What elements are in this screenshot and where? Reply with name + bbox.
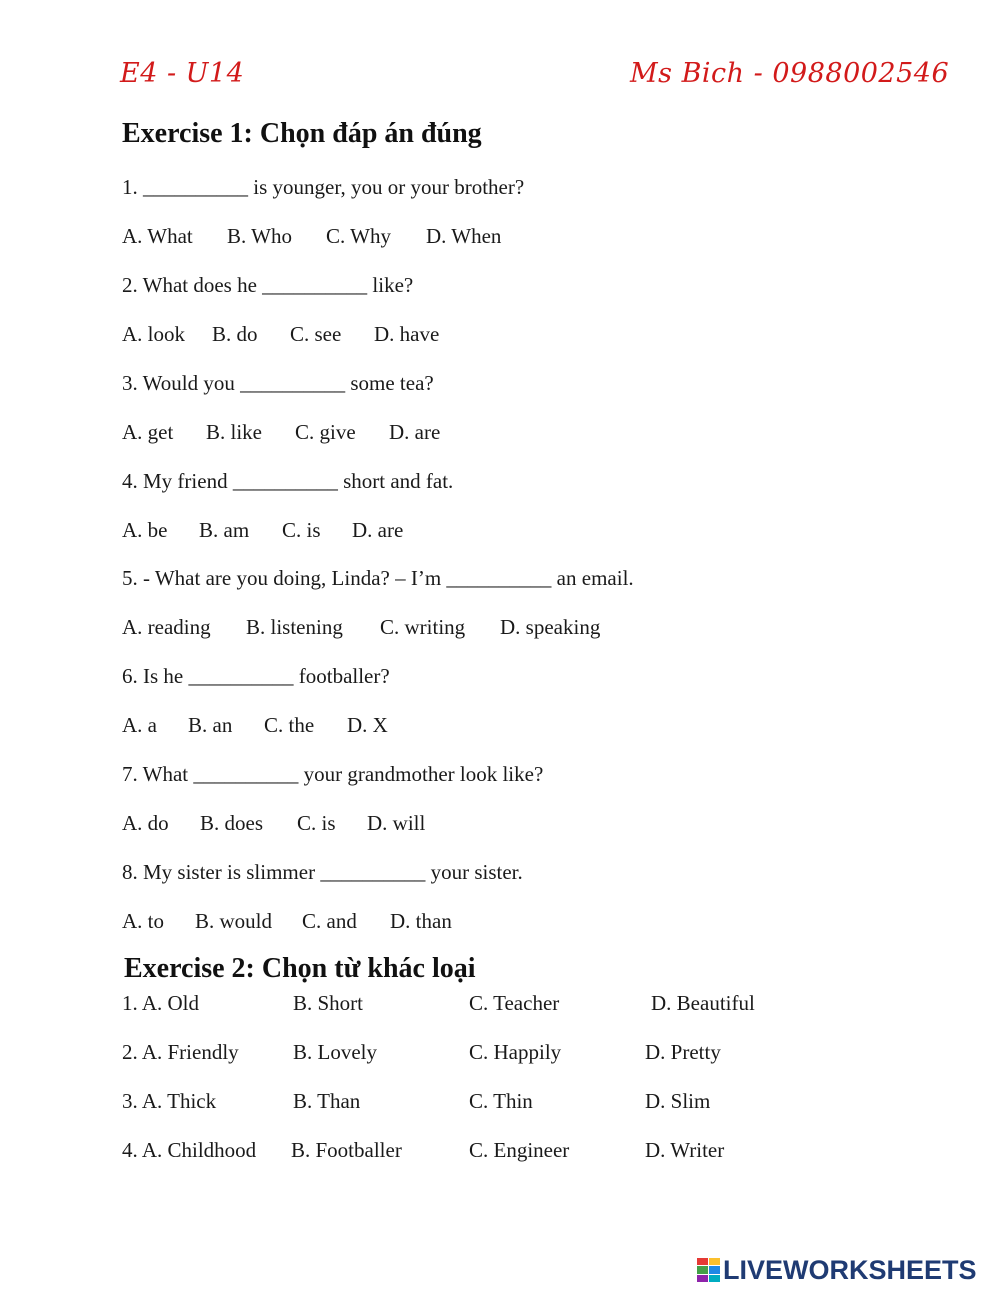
liveworksheets-logo[interactable]	[697, 1255, 977, 1285]
question-6: 6. Is he __________ footballer?	[122, 664, 390, 688]
option[interactable]: A. do	[122, 811, 169, 835]
choice[interactable]: 2. A. Friendly	[122, 1040, 239, 1064]
option[interactable]: C. writing	[380, 615, 466, 639]
choice[interactable]: B. Lovely	[293, 1040, 377, 1064]
choice[interactable]: 3. A. Thick	[122, 1089, 217, 1113]
option[interactable]: D. than	[390, 909, 452, 933]
choice[interactable]: 1. A. Old	[122, 991, 200, 1015]
choice[interactable]: C. Engineer	[469, 1138, 570, 1162]
option[interactable]: C. and	[302, 909, 357, 933]
option[interactable]: A. a	[122, 713, 157, 737]
option[interactable]: C. is	[282, 518, 321, 542]
question-7: 7. What __________ your grandmother look like?	[122, 762, 544, 786]
exercise-2-title: Exercise 2: Chọn từ khác loại	[124, 953, 476, 984]
option[interactable]: A. reading	[122, 615, 211, 639]
option[interactable]: A. look	[122, 322, 185, 346]
option[interactable]: D. are	[352, 518, 404, 542]
exercise-1-title: Exercise 1: Chọn đáp án đúng	[122, 118, 482, 149]
header-unit-label: E4 - U14	[120, 58, 245, 89]
liveworksheets-logo-icon	[697, 1258, 720, 1282]
question-5: 5. - What are you doing, Linda? – I’m __________ an email.	[122, 566, 634, 590]
choice[interactable]: C. Thin	[469, 1089, 533, 1113]
choice[interactable]: C. Teacher	[469, 991, 560, 1015]
question-4: 4. My friend __________ short and fat.	[122, 469, 454, 493]
choice[interactable]: B. Short	[293, 991, 364, 1015]
option[interactable]: B. does	[200, 811, 263, 835]
option[interactable]: B. Who	[227, 224, 292, 248]
option[interactable]: D. speaking	[500, 615, 601, 639]
option[interactable]: B. an	[188, 713, 233, 737]
question-2: 2. What does he __________ like?	[122, 273, 414, 297]
choice[interactable]: B. Than	[293, 1089, 361, 1113]
choice[interactable]: D. Slim	[645, 1089, 711, 1113]
choice[interactable]: D. Beautiful	[651, 991, 755, 1015]
option[interactable]: A. to	[122, 909, 164, 933]
header-teacher-contact: Ms Bich - 0988002546	[630, 58, 950, 89]
option[interactable]: A. get	[122, 420, 174, 444]
option[interactable]: A. be	[122, 518, 168, 542]
question-3: 3. Would you __________ some tea?	[122, 371, 434, 395]
option[interactable]: D. are	[389, 420, 441, 444]
option[interactable]: B. do	[212, 322, 258, 346]
option[interactable]: C. see	[290, 322, 342, 346]
option[interactable]: D. will	[367, 811, 426, 835]
choice[interactable]: C. Happily	[469, 1040, 562, 1064]
option[interactable]: C. the	[264, 713, 315, 737]
option[interactable]: C. give	[295, 420, 356, 444]
option[interactable]: B. am	[199, 518, 250, 542]
choice[interactable]: B. Footballer	[291, 1138, 402, 1162]
option[interactable]: B. would	[195, 909, 273, 933]
option[interactable]: C. Why	[326, 224, 391, 248]
choice[interactable]: D. Pretty	[645, 1040, 721, 1064]
choice[interactable]: D. Writer	[645, 1138, 725, 1162]
option[interactable]: D. have	[374, 322, 440, 346]
question-8: 8. My sister is slimmer __________ your sister.	[122, 860, 523, 884]
liveworksheets-logo-text: LIVEWORKSHEETS	[723, 1254, 977, 1285]
option[interactable]: B. like	[206, 420, 262, 444]
option[interactable]: D. When	[426, 224, 502, 248]
option[interactable]: B. listening	[246, 615, 343, 639]
option[interactable]: D. X	[347, 713, 388, 737]
option[interactable]: A. What	[122, 224, 193, 248]
choice[interactable]: 4. A. Childhood	[122, 1138, 257, 1162]
question-1: 1. __________ is younger, you or your brother?	[122, 175, 525, 199]
option[interactable]: C. is	[297, 811, 336, 835]
